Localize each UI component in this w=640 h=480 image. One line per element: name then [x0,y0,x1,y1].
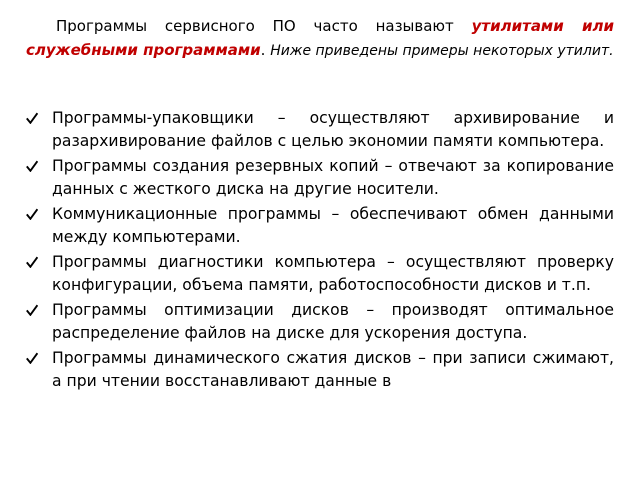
checkmark-icon [26,208,38,220]
list-item [26,107,614,152]
checkmark-icon [26,160,38,172]
list-item [26,347,614,392]
intro-paragraph [26,14,614,63]
list-item-text: Программы создания резервных копий – отвечают за копирование данных с жесткого диска на другие носители. [52,157,614,198]
checkmark-icon [26,304,38,316]
list-item-text: Программы динамического сжатия дисков – при записи сжимают, а при чтении восстанавливают данные в [52,349,614,390]
intro-highlight: утилитами или служебными программами [26,17,615,59]
list-item-text: Программы диагностики компьютера – осуществляют проверку конфигурации, объема памяти, работоспособности дисков и т.п. [52,253,614,294]
checkmark-icon [26,256,38,268]
list-item-text: Программы-упаковщики – осуществляют архивирование и разархивирование файлов с целью экономии памяти компьютера. [52,109,614,150]
list-item [26,251,614,296]
intro-note: Ниже приведены примеры некоторых утилит. [270,43,614,59]
intro-lead: Программы сервисного ПО часто называют [56,17,472,35]
list-item [26,203,614,248]
list-item [26,299,614,344]
list-item-text: Программы оптимизации дисков – производят оптимальное распределение файлов на диске для ускорения доступа. [52,301,614,342]
intro-punctuation: . [260,41,271,59]
list-item [26,155,614,200]
checkmark-icon [26,352,38,364]
list-item-text: Коммуникационные программы – обеспечивают обмен данными между компьютерами. [52,205,614,246]
checkmark-icon [26,112,38,124]
utility-list [26,107,614,395]
